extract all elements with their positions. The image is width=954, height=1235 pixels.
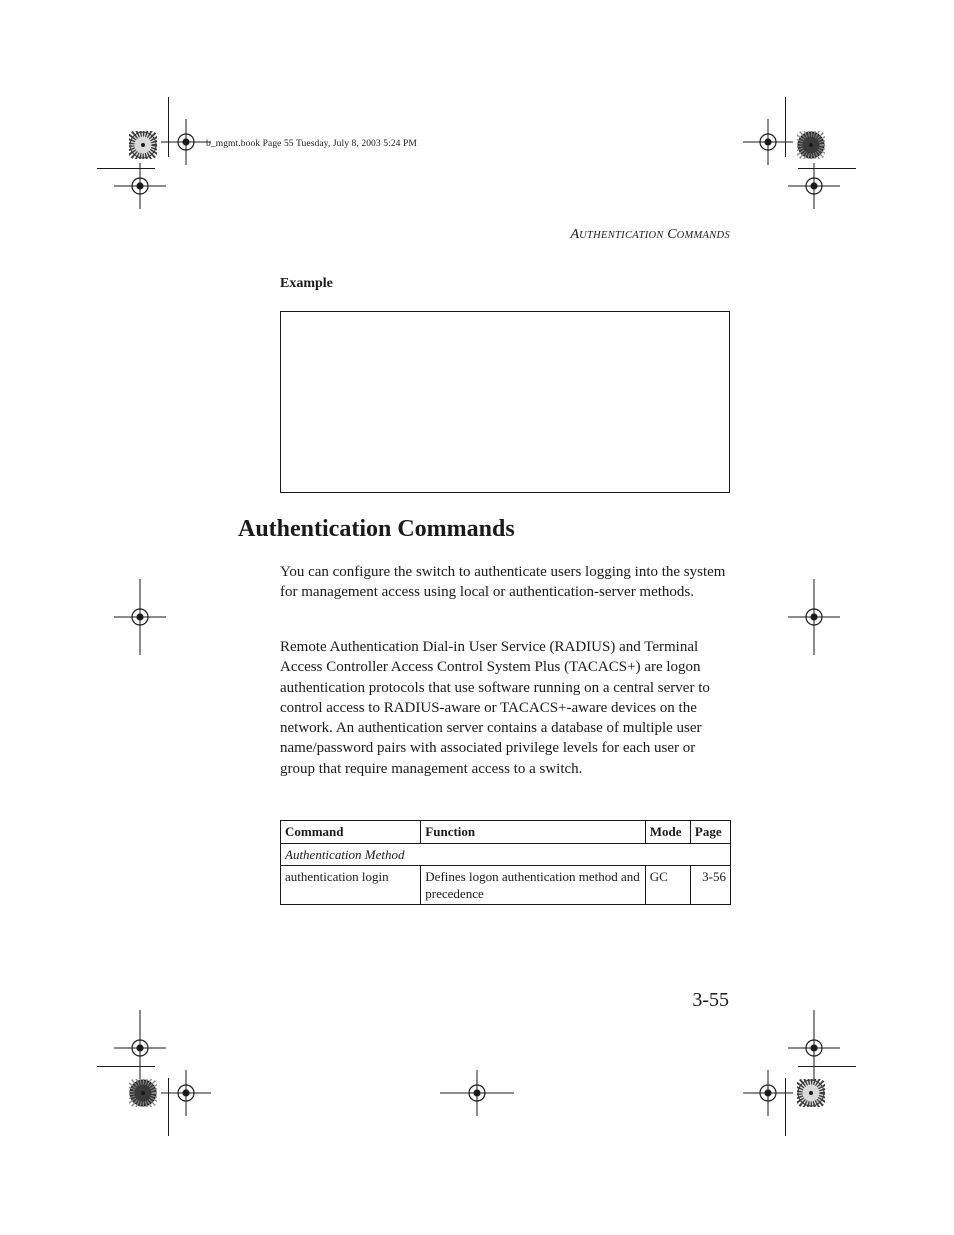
star-target-icon xyxy=(797,1079,825,1107)
registration-target-icon xyxy=(743,119,793,165)
star-target-icon xyxy=(129,131,157,159)
registration-target-icon xyxy=(114,579,166,655)
table-group-label: Authentication Method xyxy=(281,844,731,866)
star-target-icon xyxy=(129,1079,157,1107)
registration-target-icon xyxy=(788,1010,840,1086)
table-group-row xyxy=(281,844,731,866)
registration-target-icon xyxy=(161,119,211,165)
mode-cell: GC xyxy=(645,866,690,905)
registration-target-icon xyxy=(788,163,840,209)
body-paragraph: Remote Authentication Dial-in User Service (RADIUS) and Terminal Access Controller Access Control System Plus (TACACS+) are logon authentication protocols that use software running on a central server to control access to RADIUS-aware or TACACS+-aware devices on the network. An authentication server contains a database of multiple user name/password pairs with associated privilege levels for each user or group that require management access to a switch. xyxy=(280,639,710,777)
registration-target-icon xyxy=(114,1010,166,1086)
example-box xyxy=(280,311,730,493)
registration-target-icon xyxy=(743,1070,793,1116)
table-header-cell: Page xyxy=(690,821,730,844)
page-cell: 3-56 xyxy=(690,866,730,905)
table-header-cell: Function xyxy=(421,821,645,844)
running-header-smallcaps: OMMANDS xyxy=(676,230,730,241)
running-header-initial: A xyxy=(570,227,580,242)
running-header-smallcaps: UTHENTICATION xyxy=(579,230,664,241)
table-header-row xyxy=(281,821,731,844)
section-title: Authentication Commands xyxy=(238,516,515,542)
command-cell: authentication login xyxy=(281,866,421,905)
registration-target-icon xyxy=(161,1070,211,1116)
page-number: 3-55 xyxy=(692,989,729,1011)
running-header xyxy=(571,227,730,243)
body-paragraph: You can configure the switch to authenticate users logging into the system for management access using local or authentication-server methods. xyxy=(280,564,726,601)
table-header-cell: Mode xyxy=(645,821,690,844)
running-header-initial: C xyxy=(667,227,677,242)
registration-target-icon xyxy=(114,163,166,209)
table-row xyxy=(281,866,731,905)
table-header-cell: Command xyxy=(281,821,421,844)
example-label: Example xyxy=(280,276,333,291)
star-target-icon xyxy=(797,131,825,159)
registration-target-icon xyxy=(440,1070,514,1116)
file-info: b_mgmt.book Page 55 Tuesday, July 8, 2003 5:24 PM xyxy=(206,139,417,149)
command-table xyxy=(280,820,731,905)
function-cell: Defines logon authentication method and precedence xyxy=(421,866,645,905)
registration-target-icon xyxy=(788,579,840,655)
